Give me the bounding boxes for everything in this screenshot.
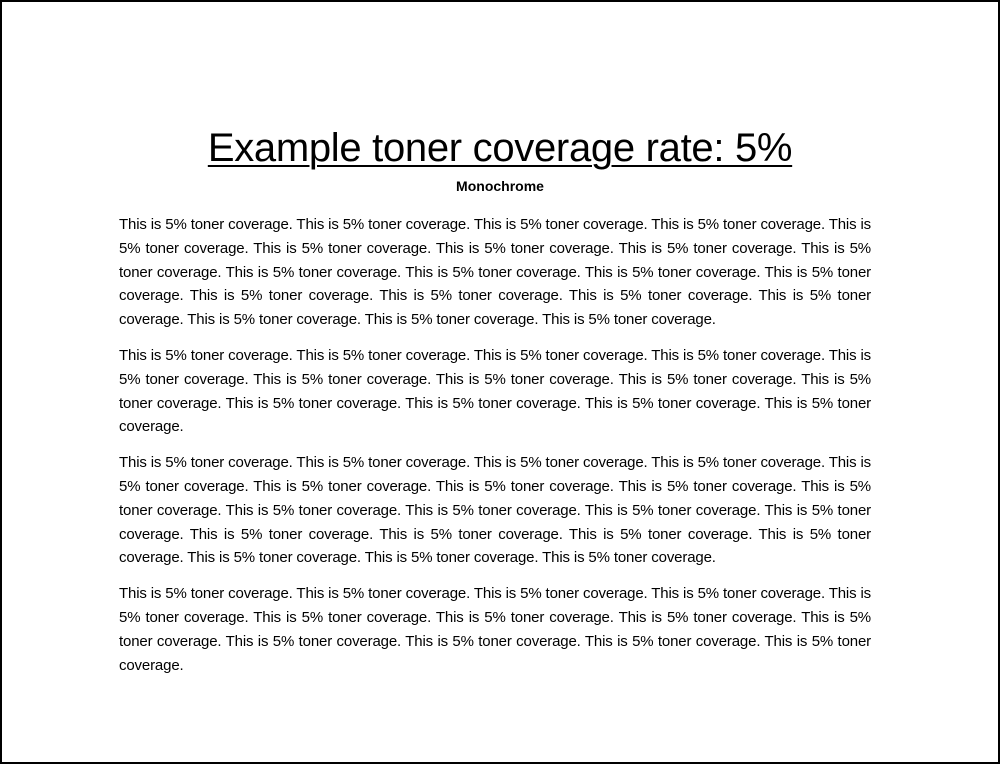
page-title xyxy=(2,124,998,172)
page-subtitle: Monochrome xyxy=(456,178,544,194)
document-body xyxy=(119,213,871,689)
paragraph-2: This is 5% toner coverage. This is 5% toner coverage. This is 5% toner coverage. This is 5% toner coverage. This is 5% toner coverage. This is 5% toner coverage. This is 5% toner coverage. This is 5% toner coverage. This is 5% toner coverage. This is 5% toner coverage. This is 5% toner coverage. This is 5% toner coverage. This is 5% toner coverage. xyxy=(119,346,872,436)
paragraph-3: This is 5% toner coverage. This is 5% toner coverage. This is 5% toner coverage. This is 5% toner coverage. This is 5% toner coverage. This is 5% toner coverage. This is 5% toner coverage. This is 5% toner coverage. This is 5% toner coverage. This is 5% toner coverage. This is 5% toner coverage. This is 5% toner coverage. This is 5% toner coverage. This is 5% toner coverage. This is 5% toner coverage. This is 5% toner coverage. This is 5% toner coverage. This is 5% toner coverage. This is 5% toner coverage. This is 5% toner coverage. xyxy=(119,454,872,567)
paragraph-4: This is 5% toner coverage. This is 5% toner coverage. This is 5% toner coverage. This is 5% toner coverage. This is 5% toner coverage. This is 5% toner coverage. This is 5% toner coverage. This is 5% toner coverage. This is 5% toner coverage. This is 5% toner coverage. This is 5% toner coverage. This is 5% toner coverage. This is 5% toner coverage. xyxy=(119,585,872,674)
page-title-text: Example toner coverage rate: 5% xyxy=(207,126,793,170)
paragraph-1: This is 5% toner coverage. This is 5% toner coverage. This is 5% toner coverage. This is 5% toner coverage. This is 5% toner coverage. This is 5% toner coverage. This is 5% toner coverage. This is 5% toner coverage. This is 5% toner coverage. This is 5% toner coverage. This is 5% toner coverage. This is 5% toner coverage. This is 5% toner coverage. This is 5% toner coverage. This is 5% toner coverage. This is 5% toner coverage. This is 5% toner coverage. This is 5% toner coverage. This is 5% toner coverage. This is 5% toner coverage. xyxy=(119,216,872,329)
